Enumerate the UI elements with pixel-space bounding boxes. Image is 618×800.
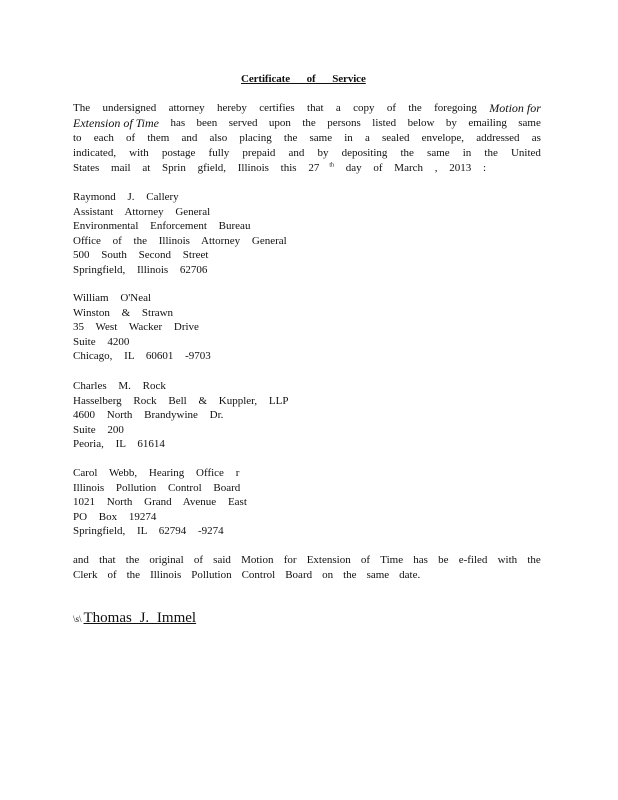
word: placing [239,132,272,144]
word: the [408,102,422,114]
word: copy [353,102,375,114]
word: has [413,554,428,566]
word: the [283,132,298,144]
word: also [209,132,228,144]
word: Control [241,569,276,581]
signature-block [73,610,200,627]
word: sealed [381,132,410,144]
recipient-address-line: PO Box 19274 [73,510,157,523]
recipient-address-line: Suite 4200 [73,335,130,348]
word: foregoing [434,102,477,114]
word: the [126,569,141,581]
word: in [462,147,472,159]
word: to [73,132,82,144]
recipient-address-line: Environmental Enforcement Bureau [73,220,251,233]
intro-line-3 [73,131,541,146]
intro-line-5-start: States mail at Sprin gfield, Illinois this 27 [73,162,320,174]
word: the [125,554,140,566]
word: original [149,554,184,566]
document-title: Certificate of Service [241,73,366,85]
intro-line-5-end: day of March , 2013 : [345,162,487,174]
word: same [366,569,390,581]
date-ordinal: th [329,162,334,169]
word: with [129,147,149,159]
word: and [73,554,89,566]
word: Illinois [150,569,182,581]
word: of [126,132,136,144]
recipient-name: William O'Neal [73,292,152,304]
recipient-address-line: Illinois Pollution Control Board [73,481,241,494]
word: a [335,102,341,114]
word: Pollution [191,569,232,581]
motion-title-part-2: Extension of Time [73,116,159,130]
word: undersigned [102,102,157,114]
word: of [107,569,117,581]
recipient-block-2 [73,291,211,364]
word: said [213,554,231,566]
recipient-address-line: 1021 North Grand Avenue East [73,496,247,509]
word: of [193,554,203,566]
intro-line-1 [73,101,541,116]
intro-line-2 [73,116,541,131]
word: as [531,132,541,144]
word: and [181,132,198,144]
word: for [283,554,297,566]
word: attorney [168,102,205,114]
word: same [427,147,450,159]
word: each [93,132,114,144]
word: in [344,132,353,144]
word: Clerk [73,569,98,581]
word: with [497,554,518,566]
word: listed [372,117,397,129]
intro-paragraph [73,101,541,176]
closing-line-2 [73,568,541,583]
recipient-address-line: Springfield, Illinois 62706 [73,263,208,276]
word: Extension [306,554,351,566]
word: a [364,132,370,144]
word: Time [380,554,404,566]
word: depositing [341,147,388,159]
word: emailing [468,117,507,129]
word: envelope, [421,132,465,144]
word: e-filed [458,554,488,566]
word: Board [285,569,313,581]
word: them [147,132,170,144]
recipient-address-line: Suite 200 [73,423,124,436]
word: by [445,117,457,129]
word: of [360,554,371,566]
word: indicated, [73,147,117,159]
word: hereby [216,102,247,114]
recipient-name: Charles M. Rock [73,380,166,392]
word: prepaid [242,147,276,159]
recipient-address-line: 500 South Second Street [73,249,209,262]
word: the [343,569,357,581]
recipient-address-line: 4600 North Brandywine Dr. [73,409,224,422]
recipient-address-line: Winston & Strawn [73,306,174,319]
recipient-block-3 [73,379,288,452]
recipient-name: Carol Webb, Hearing Office r [73,467,240,479]
word: served [228,117,258,129]
signature-prefix: \s\ [73,614,82,624]
word: postage [161,147,196,159]
intro-line-5 [73,161,541,176]
word: the [527,554,541,566]
word: certifies [259,102,295,114]
word: that [307,102,324,114]
word: upon [268,117,291,129]
word: Motion [241,554,274,566]
word: by [317,147,329,159]
recipient-address-line: Assistant Attorney General [73,205,211,218]
word: persons [327,117,361,129]
word: United [510,147,541,159]
word: that [99,554,116,566]
recipient-block-1 [73,190,287,278]
word: been [196,117,218,129]
recipient-address-line: Springfield, IL 62794 -9274 [73,525,224,538]
recipient-address-line: 35 West Wacker Drive [73,321,199,334]
word: same [518,117,541,129]
word: fully [208,147,230,159]
word: below [407,117,435,129]
closing-line-1 [73,553,541,568]
signature-name: Thomas J. Immel [83,610,197,626]
word: the [484,147,498,159]
word: on [322,569,334,581]
closing-paragraph [73,553,541,583]
word: be [438,554,449,566]
word: the [400,147,414,159]
recipient-name: Raymond J. Callery [73,191,179,203]
word: of [386,102,396,114]
word: The [73,102,91,114]
word: addressed [476,132,520,144]
word: the [302,117,316,129]
word: same [309,132,333,144]
recipient-address-line: Hasselberg Rock Bell & Kuppler, LLP [73,394,289,407]
intro-line-4 [73,146,541,161]
motion-title-part-1: Motion for [489,101,541,115]
recipient-address-line: Office of the Illinois Attorney General [73,234,287,247]
recipient-block-4 [73,466,247,539]
recipient-address-line: Chicago, IL 60601 -9703 [73,350,211,363]
word: and [288,147,305,159]
word: date. [399,569,421,581]
recipient-address-line: Peoria, IL 61614 [73,438,165,451]
word: has [170,117,186,129]
